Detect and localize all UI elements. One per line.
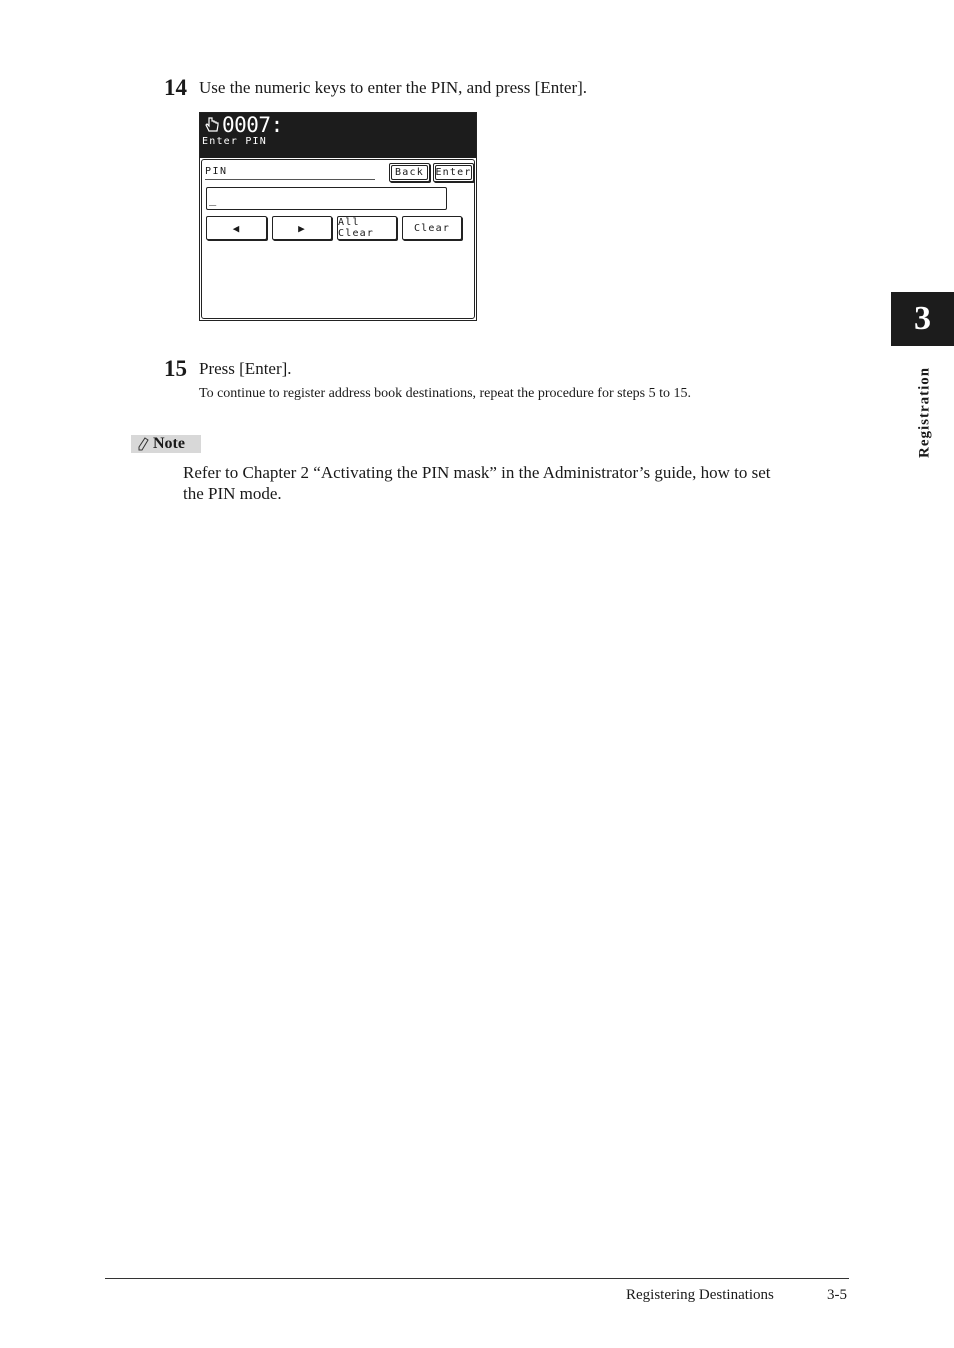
screen-body (201, 159, 475, 319)
enter-button[interactable] (433, 163, 474, 182)
step-14-number: 14 (164, 75, 187, 100)
chapter-tab: 3 (891, 292, 954, 346)
step-15-text: Press [Enter]. (199, 359, 292, 378)
note-text-line2: the PIN mode. (183, 484, 282, 503)
all-clear-label: All Clear (338, 217, 375, 239)
note-text-line1: Refer to Chapter 2 “Activating the PIN mask” in the Administrator’s guide, how to set (183, 463, 771, 482)
pencil-icon (137, 437, 149, 451)
clear-label: Clear (413, 222, 451, 234)
right-arrow-icon: ▶ (298, 221, 306, 235)
step-15-subtext: To continue to register address book destinations, repeat the procedure for steps 5 to 15. (199, 386, 691, 401)
device-screen (199, 112, 477, 321)
step-14-text: Use the numeric keys to enter the PIN, and press [Enter]. (199, 78, 588, 97)
pin-input[interactable]: _ (206, 187, 447, 210)
footer-page-number: 3-5 (827, 1287, 847, 1303)
footer-rule (105, 1278, 849, 1279)
cursor-left-button[interactable] (206, 216, 267, 240)
footer-section: Registering Destinations (626, 1287, 774, 1303)
clear-button[interactable] (402, 216, 462, 240)
pin-field-label: PIN (205, 165, 375, 180)
note-badge (131, 435, 201, 453)
step-15-number: 15 (164, 356, 187, 381)
cursor-right-button[interactable] (272, 216, 332, 240)
left-arrow-icon: ◀ (232, 221, 241, 235)
hand-pointer-icon (203, 116, 221, 134)
back-button-label: Back (395, 167, 424, 178)
screen-subtitle: Enter PIN (202, 136, 267, 147)
all-clear-button[interactable] (337, 216, 397, 240)
screen-header (200, 113, 476, 158)
enter-button-label: Enter (435, 167, 472, 178)
screen-code: 0007: (222, 113, 283, 137)
note-label: Note (153, 435, 185, 452)
chapter-side-label: Registration (916, 366, 933, 459)
back-button[interactable] (389, 163, 430, 182)
